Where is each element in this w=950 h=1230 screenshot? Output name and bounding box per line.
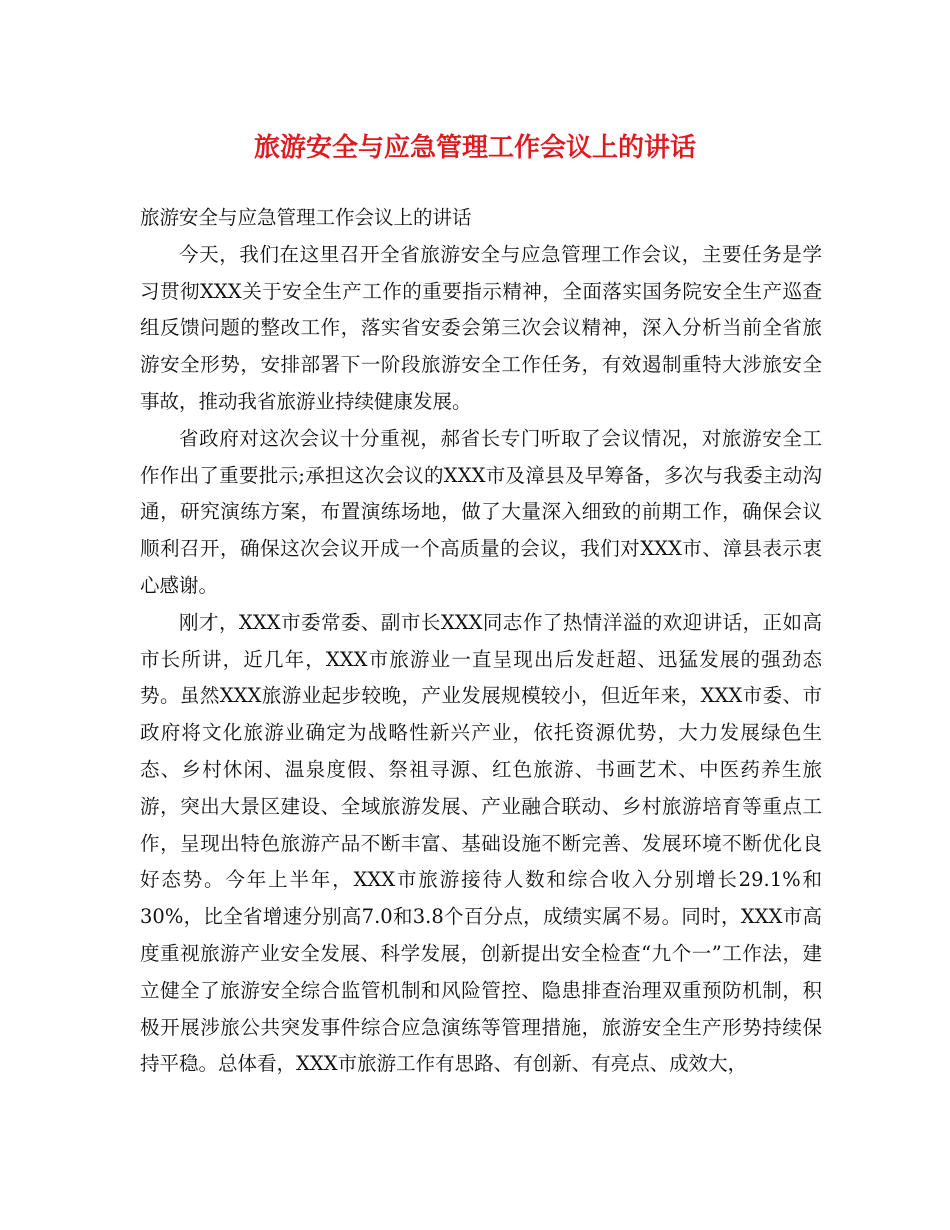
document-subtitle: 旅游安全与应急管理工作会议上的讲话 [140, 206, 472, 229]
paragraph-3: 刚才，XXX市委常委、副市长XXX同志作了热情洋溢的欢迎讲话，正如高市长所讲，近几年，XXX市旅游业一直呈现出后发赶超、迅猛发展的强劲态势。虽然XXX旅游业起步较晚，产业发展规模较小，但近年来，XXX市委、市政府将文化旅游业确定为战略性新兴产业，依托资源优势，大力发展绿色生态、乡村休闲、温泉度假、祭祖寻源、红色旅游、书画艺术、中医药养生旅游，突出大景区建设、全域旅游发展、产业融合联动、乡村旅游培育等重点工作，呈现出特色旅游产品不断丰富、基础设施不断完善、发展环境不断优化良好态势。今年上半年，XXX市旅游接待人数和综合收入分别增长29.1%和30%，比全省增速分别高7.0和3.8个百分点，成绩实属不易。同时，XXX市高度重视旅游产业安全发展、科学发展，创新提出安全检查“九个一”工作法，建立健全了旅游安全综合监管机制和风险管控、隐患排查治理双重预防机制，积极开展涉旅公共突发事件综合应急演练等管理措施，旅游安全生产形势持续保持平稳。总体看，XXX市旅游工作有思路、有创新、有亮点、成效大， [140, 610, 822, 1076]
paragraph-2: 省政府对这次会议十分重视，郝省长专门听取了会议情况，对旅游安全工作作出了重要批示;承担这次会议的XXX市及漳县及早筹备，多次与我委主动沟通，研究演练方案，布置演练场地，做了大量深入细致的前期工作，确保会议顺利召开，确保这次会议开成一个高质量的会议，我们对XXX市、漳县表示衷心感谢。 [140, 426, 822, 597]
paragraph-1: 今天，我们在这里召开全省旅游安全与应急管理工作会议，主要任务是学习贯彻XXX关于安全生产工作的重要指示精神，全面落实国务院安全生产巡查组反馈问题的整改工作，落实省安委会第三次会议精神，深入分析当前全省旅游安全形势，安排部署下一阶段旅游安全工作任务，有效遏制重特大涉旅安全事故，推动我省旅游业持续健康发展。 [140, 242, 822, 413]
document-title: 旅游安全与应急管理工作会议上的讲话 [253, 133, 696, 163]
document-body [140, 200, 822, 1083]
